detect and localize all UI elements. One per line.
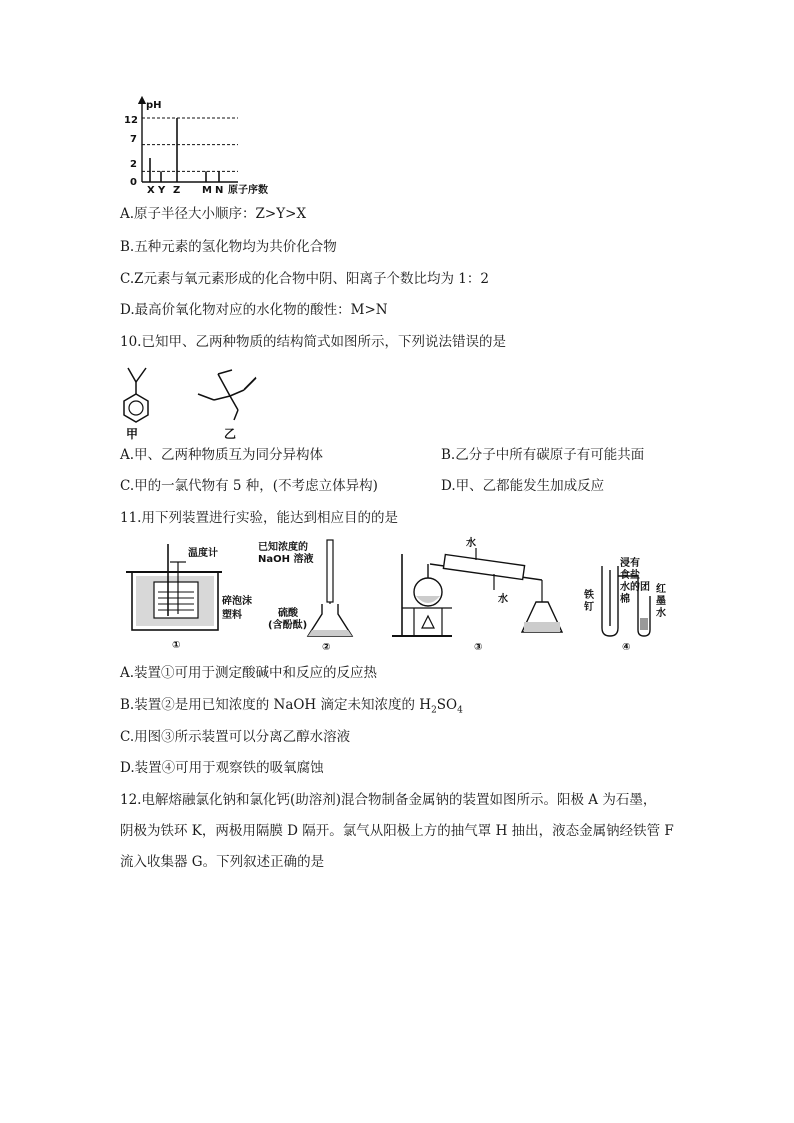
x-tick-label: N [215, 185, 224, 196]
y-tick-label: 12 [124, 115, 138, 126]
q11-stem: 11.用下列装置进行实验，能达到相应目的的是 [120, 510, 398, 526]
apparatus-3 [392, 536, 562, 653]
q10-option-c[interactable]: C.甲的一氯代物有 5 种，(不考虑立体异构) [120, 478, 378, 494]
fig3-water-bottom-label: 水 [498, 594, 508, 605]
x-tick-label: M [202, 185, 212, 196]
fig4-cotton-label-2: 食盐 [620, 570, 640, 581]
apparatus-4 [583, 556, 666, 653]
q9-option-b[interactable]: B.五种元素的氢化物均为共价化合物 [120, 239, 337, 255]
fig1-number: ① [172, 640, 181, 651]
structure-jia [112, 358, 182, 444]
apparatus-figures [122, 536, 672, 654]
y-tick-label: 0 [130, 177, 137, 188]
fig4-cotton-label: 浸有 [620, 558, 640, 569]
label-jia: 甲 [126, 427, 139, 441]
structure-yi [188, 364, 278, 444]
q11-option-b-sub2: 4 [457, 705, 463, 716]
q11-option-a[interactable]: A.装置①可用于测定酸碱中和反应的反应热 [120, 665, 378, 681]
benzene-ring [124, 394, 148, 422]
q9-option-c[interactable]: C.Z元素与氧元素形成的化合物中阴、阳离子个数比均为 1：2 [120, 271, 489, 287]
y-tick-label: 7 [130, 134, 137, 145]
fig2-number: ② [322, 642, 331, 653]
q12-stem-line-3: 流入收集器 G。下列叙述正确的是 [120, 854, 325, 870]
fig3-water-top-label: 水 [466, 538, 476, 549]
fig4-ink-label-2: 墨 [656, 596, 666, 607]
apparatus-1 [126, 544, 252, 651]
q11-option-d[interactable]: D.装置④可用于观察铁的吸氧腐蚀 [120, 760, 324, 776]
label-yi: 乙 [224, 427, 237, 441]
fig4-nail-label-2: 钉 [584, 602, 594, 613]
fig4-ink-label-3: 水 [656, 608, 666, 619]
apparatus-2 [258, 540, 352, 653]
fig4-number: ④ [622, 642, 631, 653]
fig4-cotton-label-3: 水的团 [620, 582, 650, 593]
fig1-thermometer-label: 温度计 [188, 548, 218, 559]
q10-option-b[interactable]: B.乙分子中所有碳原子有可能共面 [441, 447, 645, 463]
q10-option-d[interactable]: D.甲、乙都能发生加成反应 [441, 478, 605, 494]
q11-option-b[interactable] [120, 696, 463, 720]
q10-option-a[interactable]: A.甲、乙两种物质互为同分异构体 [120, 447, 324, 463]
x-tick-label: Y [158, 185, 166, 196]
q12-stem-line-2: 阴极为铁环 K，两极用隔膜 D 隔开。氯气从阳极上方的抽气罩 H 抽出，液态金属钠经铁管 F [120, 823, 674, 839]
fig3-number: ③ [474, 642, 483, 653]
q9-option-d[interactable]: D.最高价氧化物对应的水化物的酸性：M>N [120, 302, 388, 318]
fig2-naoh-label: 已知浓度的 [258, 542, 308, 553]
x-axis-label: 原子序数 [228, 185, 268, 196]
ph-chart [120, 96, 290, 196]
q11-option-b-sub1: 2 [431, 705, 437, 716]
fig4-cotton-label-4: 棉 [620, 594, 630, 605]
y-tick-label: 2 [130, 159, 137, 170]
q11-option-b-mid: SO [436, 697, 458, 713]
q11-option-c[interactable]: C.用图③所示装置可以分离乙醇水溶液 [120, 729, 351, 745]
fig4-ink-label: 红 [656, 584, 666, 595]
y-axis-label: pH [146, 100, 162, 111]
fig1-foam-label: 碎泡沫 [222, 596, 252, 607]
q11-option-b-text: B.装置②是用已知浓度的 NaOH 滴定未知浓度的 H [120, 697, 432, 713]
fig4-nail-label: 铁 [584, 590, 594, 601]
x-tick-label: X [147, 185, 155, 196]
fig2-naoh-label-2: NaOH 溶液 [258, 554, 314, 565]
x-tick-label: Z [173, 185, 181, 196]
q9-option-a[interactable]: A.原子半径大小顺序：Z>Y>X [120, 206, 307, 222]
fig1-foam-label-2: 塑料 [222, 610, 242, 621]
q12-stem-line-1: 12.电解熔融氯化钠和氯化钙(助溶剂)混合物制备金属钠的装置如图所示。阳极 A 为石墨， [120, 792, 657, 808]
q10-stem: 10.已知甲、乙两种物质的结构简式如图所示，下列说法错误的是 [120, 334, 506, 350]
fig2-acid-label-2: (含酚酞) [268, 620, 308, 631]
fig2-acid-label: 硫酸 [278, 608, 298, 619]
